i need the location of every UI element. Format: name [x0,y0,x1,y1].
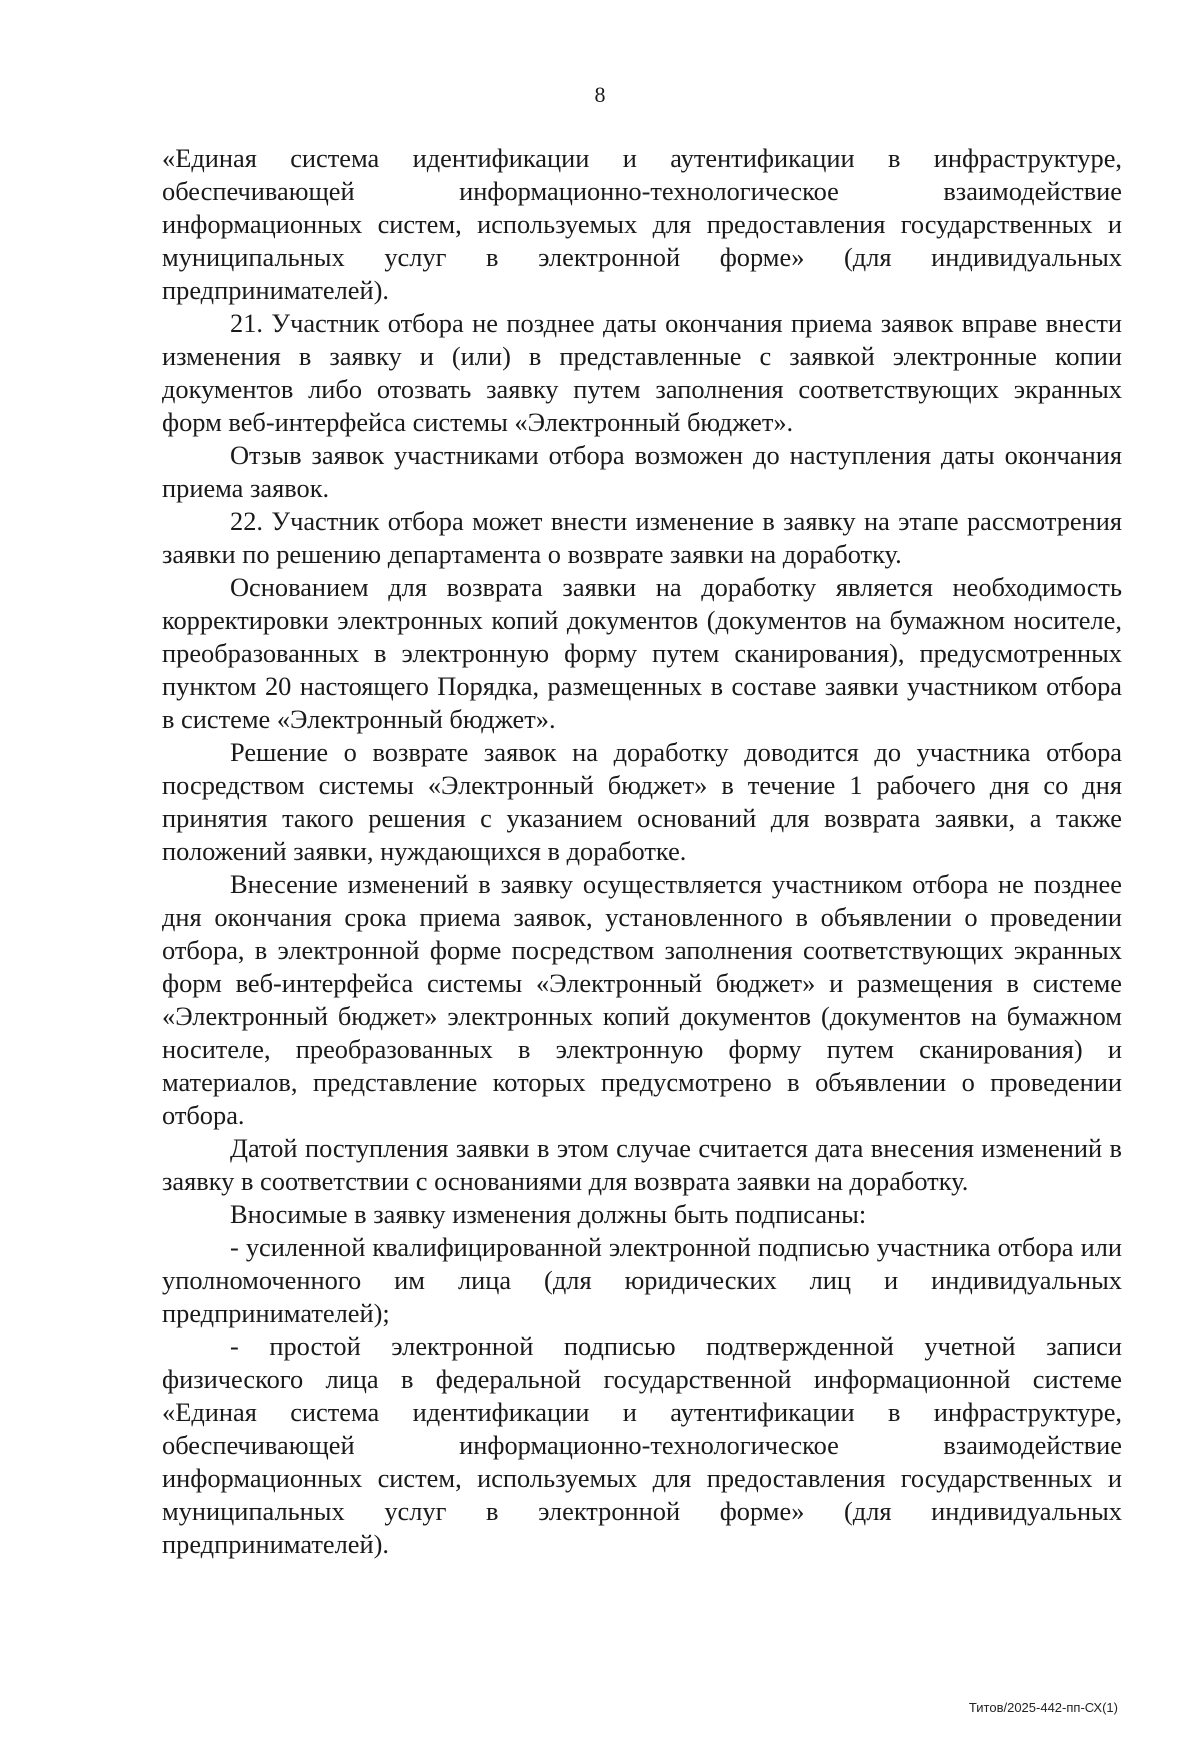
paragraph-return-grounds: Основанием для возврата заявки на доработку является необходимость корректировки электронных копий документов (документов на бумажном носителе, преобразованных в электронную форму путем сканирования), предусмотренных пунктом 20 настоящего Порядка, размещенных в составе заявки участником отбора в системе «Электронный бюджет». [162,572,1122,734]
paragraph-clause-21: 21. Участник отбора не позднее даты окончания приема заявок вправе внести изменения в заявку и (или) в представленные с заявкой электронные копии документов либо отозвать заявку путем заполнения соответствующих экранных форм веб-интерфейса системы «Электронный бюджет». [162,308,1122,437]
page-number: 8 [594,82,606,107]
document-body [162,142,1122,1561]
paragraph-receipt-date: Датой поступления заявки в этом случае считается дата внесения изменений в заявку в соответствии с основаниями для возврата заявки на доработку. [162,1133,1122,1196]
list-item-simple-signature: - простой электронной подписью подтвержденной учетной записи физического лица в федеральной государственной информационной системе «Единая система идентификации и аутентификации в инфраструктуре, обеспечивающей информационно-технологическое взаимодействие информационных систем, используемых для предоставления государственных и муниципальных услуг в электронной форме» (для индивидуальных предпринимателей). [162,1331,1122,1559]
list-item-qualified-signature: - усиленной квалифицированной электронной подписью участника отбора или уполномоченного им лица (для юридических лиц и индивидуальных предпринимателей); [162,1232,1122,1328]
document-code: Титов/2025-442-пп-СХ(1) [968,1700,1118,1715]
paragraph-signature-intro: Вносимые в заявку изменения должны быть подписаны: [230,1199,867,1229]
paragraph-clause-22: 22. Участник отбора может внести изменение в заявку на этапе рассмотрения заявки по решению департамента о возврате заявки на доработку. [162,506,1122,569]
paragraph-return-decision: Решение о возврате заявок на доработку доводится до участника отбора посредством системы «Электронный бюджет» в течение 1 рабочего дня со дня принятия такого решения с указанием оснований для возврата заявки, а также положений заявки, нуждающихся в доработке. [162,737,1122,866]
paragraph-changes-procedure: Внесение изменений в заявку осуществляется участником отбора не позднее дня окончания срока приема заявок, установленного в объявлении о проведении отбора, в электронной форме посредством заполнения соответствующих экранных форм веб-интерфейса системы «Электронный бюджет» и размещения в системе «Электронный бюджет» электронных копий документов (документов на бумажном носителе, преобразованных в электронную форму путем сканирования) и материалов, представление которых предусмотрено в объявлении о проведении отбора. [162,869,1122,1130]
paragraph-continuation: «Единая система идентификации и аутентификации в инфраструктуре, обеспечивающей информационно-технологическое взаимодействие информационных систем, используемых для предоставления государственных и муниципальных услуг в электронной форме» (для индивидуальных предпринимателей). [162,143,1122,305]
paragraph-withdrawal: Отзыв заявок участниками отбора возможен до наступления даты окончания приема заявок. [162,440,1122,503]
